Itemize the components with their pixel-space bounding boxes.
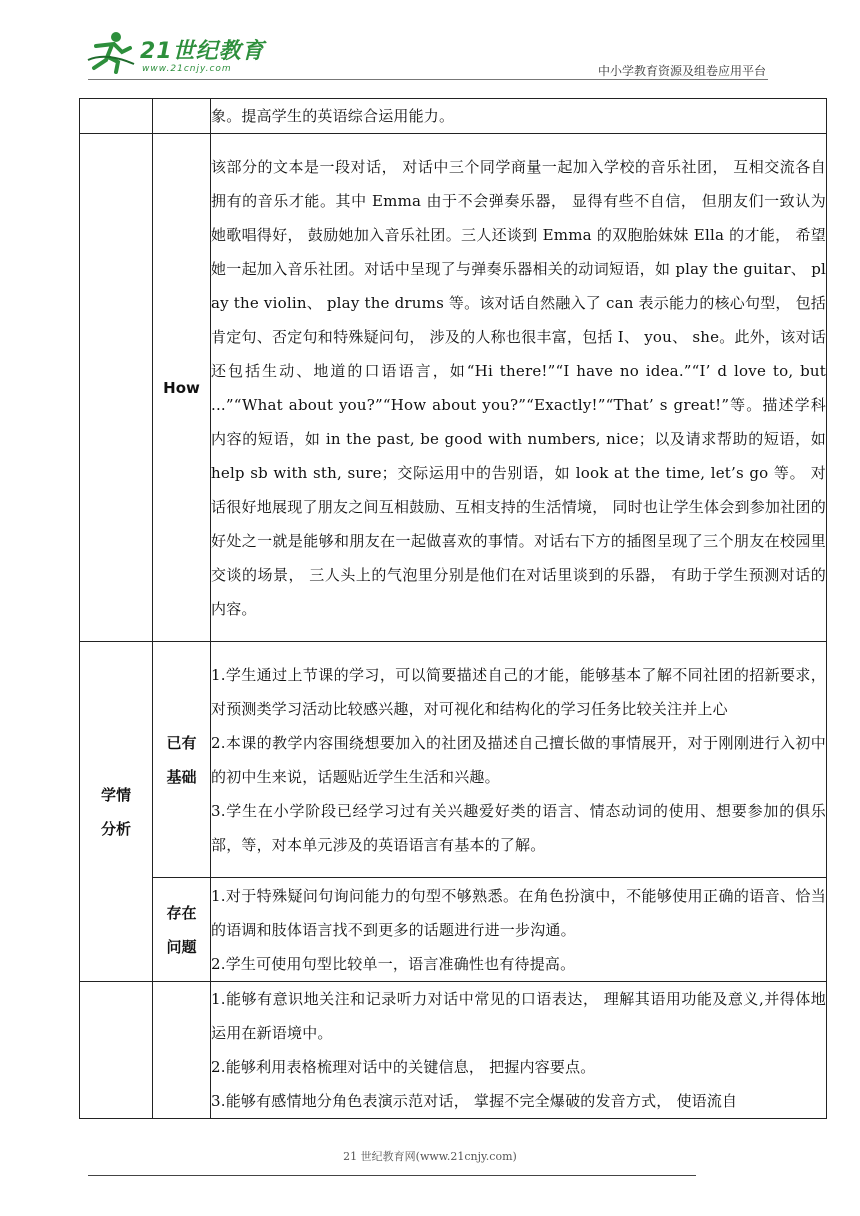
how-label: How: [153, 134, 211, 642]
footer-text: 21 世纪教育网(www.21cnjy.com): [343, 1150, 517, 1163]
wenti-label: 存在问题: [153, 878, 211, 982]
list-item: 3.学生在小学阶段已经学习过有关兴趣爱好类的语言、情态动词的使用、想要参加的俱乐部，等，对本单元涉及的英语语言有基本的了解。: [211, 801, 826, 854]
empty-cell: [153, 982, 211, 1119]
table-row: [80, 878, 827, 982]
text-cell: [211, 642, 827, 878]
paragraph: 该部分的文本是一段对话， 对话中三个同学商量一起加入学校的音乐社团， 互相交流各自拥有的音乐才能。其中 Emma 由于不会弹奏乐器， 显得有些不自信， 但朋友们一致认为她歌唱得好， 鼓励她加入音乐社团。三人还谈到 Emma 的双胞胎妹妹 Ella 的才能， 希望她一起加入音乐社团。对话中呈现了与弹奏乐器相关的动词短语，如 play the guitar、 play the violin、 play the drums 等。该对话自然融入了 can 表示能力的核心句型， 包括肯定句、否定句和特殊疑问句， 涉及的人称也很丰富，包括 I、 you、 she。此外，该对话还包括生动、地道的口语语言，如“Hi there!”“I have no idea.”“I’ d love to, but ...”“What about you?”“How about you?”“Exactly!”“That’ s great!”等。描述学科内容的短语，如 in the past, be good with numbers, nice；以及请求帮助的短语，如 help sb with sth, sure；交际运用中的告别语，如 look at the time, let’s go 等。 对话很好地展现了朋友之间互相鼓励、互相支持的生活情境， 同时也让学生体会到参加社团的好处之一就是能够和朋友在一起做喜欢的事情。对话右下方的插图呈现了三个朋友在校园里交谈的场景， 三人头上的气泡里分别是他们在对话里谈到的乐器， 有助于学生预测对话的内容。: [211, 157, 826, 618]
header-divider: [88, 79, 768, 80]
list-item: 1.能够有意识地关注和记录听力对话中常见的口语表达， 理解其语用功能及意义,并得体地运用在新语境中。: [211, 990, 826, 1042]
footer-divider: [88, 1175, 696, 1176]
logo-text: 21世纪教育: [140, 39, 265, 64]
table-row: [80, 642, 827, 878]
empty-cell: [153, 99, 211, 134]
table-row: [80, 134, 827, 642]
list-item: 1.学生通过上节课的学习，可以简要描述自己的才能，能够基本了解不同社团的招新要求，对预测类学习活动比较感兴趣，对可视化和结构化的学习任务比较关注并上心: [211, 665, 826, 718]
jichu-label: 已有基础: [153, 642, 211, 878]
lesson-table: [79, 98, 827, 1119]
list-item: 3.能够有感情地分角色表演示范对话， 掌握不完全爆破的发音方式， 使语流自: [211, 1092, 738, 1110]
text-cell: [211, 878, 827, 982]
text-cell: [211, 134, 827, 642]
list-item: 2.能够利用表格梳理对话中的关键信息， 把握内容要点。: [211, 1058, 596, 1076]
table-row: [80, 982, 827, 1119]
page-header: [0, 0, 860, 90]
table-row: [80, 99, 827, 134]
list-item: 2.本课的教学内容围绕想要加入的社团及描述自己擅长做的事情展开，对于刚刚进行入初中的初中生来说，话题贴近学生生活和兴趣。: [211, 733, 826, 786]
empty-cell: [80, 134, 153, 642]
empty-cell: [80, 99, 153, 134]
list-item: 2.学生可使用句型比较单一，语言准确性也有待提高。: [211, 954, 576, 973]
text-cell: [211, 99, 827, 134]
list-item: 1.对于特殊疑问句询问能力的句型不够熟悉。在角色扮演中，不能够使用正确的语音、恰当的语调和肢体语言找不到更多的话题进行进一步沟通。: [211, 886, 826, 939]
paragraph: 象。提高学生的英语综合运用能力。: [211, 107, 455, 125]
platform-title: 中小学教育资源及组卷应用平台: [597, 64, 766, 78]
logo-url: www.21cnjy.com: [142, 64, 232, 74]
xueqing-label: 学情分析: [80, 642, 153, 982]
runner-logo-icon: [86, 30, 136, 74]
empty-cell: [80, 982, 153, 1119]
text-cell: [211, 982, 827, 1119]
